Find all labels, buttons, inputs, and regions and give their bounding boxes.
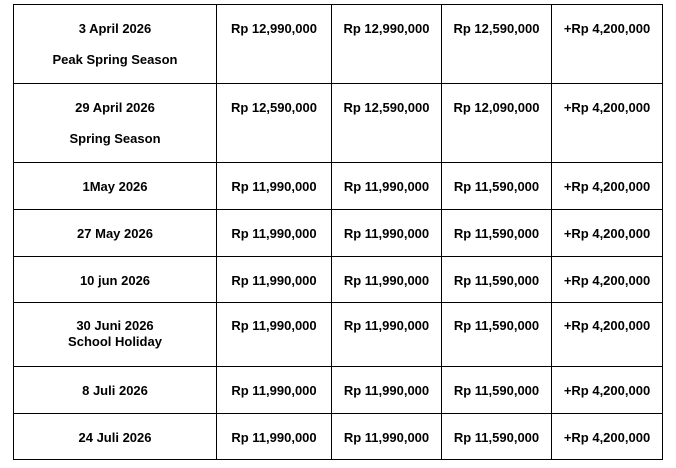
price-2: Rp 11,990,000 <box>343 318 430 333</box>
departure-date: 24 Juli 2026 <box>78 430 152 445</box>
price-2: Rp 12,590,000 <box>343 100 430 115</box>
price-3: Rp 11,590,000 <box>453 273 540 288</box>
price-3: Rp 11,590,000 <box>453 383 540 398</box>
table-row <box>14 414 663 460</box>
price-3: Rp 11,590,000 <box>453 179 540 194</box>
price-cell <box>217 163 332 210</box>
price-cell <box>442 163 552 210</box>
date-cell <box>14 210 217 257</box>
price-cell <box>442 210 552 257</box>
price-cell <box>552 257 663 303</box>
surcharge: +Rp 4,200,000 <box>563 273 651 288</box>
table-row <box>14 367 663 414</box>
price-cell <box>552 5 663 84</box>
price-cell <box>217 84 332 163</box>
departure-date: 27 May 2026 <box>77 226 153 241</box>
price-cell <box>442 303 552 367</box>
price-cell <box>217 414 332 460</box>
surcharge: +Rp 4,200,000 <box>563 430 651 445</box>
date-cell <box>14 163 217 210</box>
price-2: Rp 11,990,000 <box>343 273 430 288</box>
price-cell <box>552 303 663 367</box>
price-cell <box>442 367 552 414</box>
surcharge: +Rp 4,200,000 <box>563 100 651 115</box>
price-2: Rp 11,990,000 <box>343 430 430 445</box>
date-cell <box>14 84 217 163</box>
price-cell <box>332 257 442 303</box>
price-3: Rp 11,590,000 <box>453 226 540 241</box>
surcharge: +Rp 4,200,000 <box>563 318 651 333</box>
season-note: School Holiday <box>68 334 162 349</box>
price-3: Rp 11,590,000 <box>453 318 540 333</box>
price-3: Rp 12,590,000 <box>453 21 540 36</box>
surcharge: +Rp 4,200,000 <box>563 226 651 241</box>
season-note: Spring Season <box>69 131 161 146</box>
price-2: Rp 12,990,000 <box>343 21 430 36</box>
season-note: Peak Spring Season <box>52 52 178 67</box>
price-cell <box>332 163 442 210</box>
date-cell <box>14 303 217 367</box>
price-3: Rp 11,590,000 <box>453 430 540 445</box>
departure-date: 3 April 2026 <box>78 21 152 36</box>
price-cell <box>552 414 663 460</box>
price-cell <box>442 414 552 460</box>
price-cell <box>442 257 552 303</box>
price-2: Rp 11,990,000 <box>343 226 430 241</box>
price-3: Rp 12,090,000 <box>453 100 540 115</box>
surcharge: +Rp 4,200,000 <box>563 21 651 36</box>
price-cell <box>442 5 552 84</box>
price-cell <box>442 84 552 163</box>
surcharge: +Rp 4,200,000 <box>563 179 651 194</box>
surcharge: +Rp 4,200,000 <box>563 383 651 398</box>
price-1: Rp 11,990,000 <box>231 273 317 288</box>
price-1: Rp 11,990,000 <box>231 430 317 445</box>
price-cell <box>217 5 332 84</box>
price-cell <box>332 303 442 367</box>
table-row <box>14 210 663 257</box>
date-cell <box>14 5 217 84</box>
price-cell <box>552 163 663 210</box>
departure-date: 30 Juni 2026 <box>76 318 154 333</box>
price-1: Rp 11,990,000 <box>231 383 317 398</box>
price-cell <box>552 367 663 414</box>
price-cell <box>332 414 442 460</box>
price-1: Rp 11,990,000 <box>231 318 317 333</box>
date-cell <box>14 414 217 460</box>
price-1: Rp 11,990,000 <box>231 226 317 241</box>
table-row <box>14 257 663 303</box>
price-2: Rp 11,990,000 <box>343 383 430 398</box>
price-1: Rp 12,990,000 <box>230 21 317 36</box>
price-cell <box>332 367 442 414</box>
price-1: Rp 11,990,000 <box>231 179 317 194</box>
price-cell <box>332 5 442 84</box>
table-row <box>14 84 663 163</box>
table-row <box>14 5 663 84</box>
price-cell <box>217 257 332 303</box>
price-cell <box>217 303 332 367</box>
date-cell <box>14 257 217 303</box>
price-cell <box>217 367 332 414</box>
departure-date: 10 jun 2026 <box>79 273 151 288</box>
price-1: Rp 12,590,000 <box>230 100 317 115</box>
price-table <box>13 4 663 460</box>
price-2: Rp 11,990,000 <box>343 179 430 194</box>
departure-date: 29 April 2026 <box>75 100 155 115</box>
departure-date: 1May 2026 <box>82 179 148 194</box>
departure-date: 8 Juli 2026 <box>82 383 148 398</box>
date-cell <box>14 367 217 414</box>
price-cell <box>217 210 332 257</box>
price-cell <box>552 210 663 257</box>
price-cell <box>332 210 442 257</box>
price-cell <box>332 84 442 163</box>
table-row <box>14 163 663 210</box>
table-row <box>14 303 663 367</box>
price-cell <box>552 84 663 163</box>
